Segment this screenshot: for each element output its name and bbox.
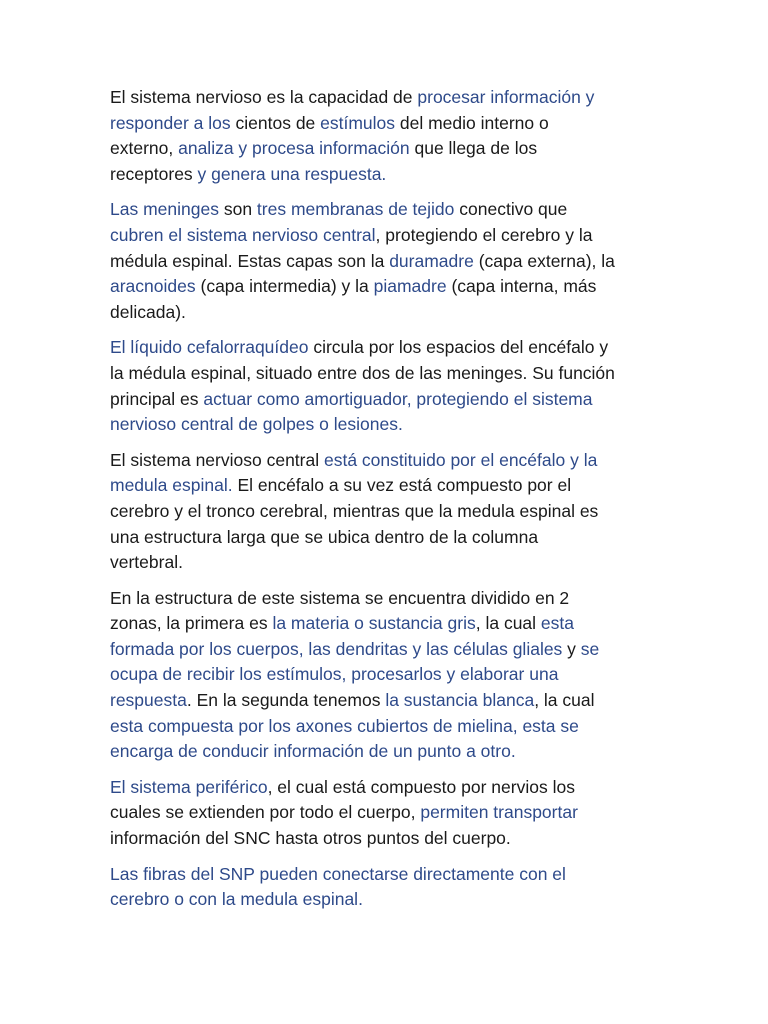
body-text: una estructura larga que se ubica dentro de la columna — [110, 526, 539, 547]
body-text: (capa intermedia) y la — [195, 276, 374, 297]
body-text: información del SNC hasta otros puntos del cuerpo. — [110, 828, 511, 849]
body-text: (capa externa), la — [473, 250, 615, 271]
body-text: vertebral. — [110, 552, 183, 573]
highlighted-text: encarga de conducir información de un punto a otro. — [110, 741, 516, 762]
text-line — [110, 826, 658, 852]
text-line — [110, 800, 658, 826]
text-line — [110, 448, 658, 474]
highlighted-text: responder a los — [110, 112, 231, 133]
highlighted-text: analiza y procesa información — [178, 138, 410, 159]
document-body — [110, 85, 658, 923]
text-line — [110, 387, 658, 413]
paragraph — [110, 775, 658, 852]
highlighted-text: permiten transportar — [420, 802, 578, 823]
body-text: El sistema nervioso central — [110, 449, 324, 470]
body-text: cuales se extienden por todo el cuerpo, — [110, 802, 421, 823]
body-text: El encéfalo a su vez está compuesto por el — [232, 475, 572, 496]
body-text: delicada). — [110, 301, 186, 322]
text-line — [110, 300, 658, 326]
body-text: , protegiendo el cerebro y la — [375, 224, 593, 245]
body-text: receptores — [110, 163, 198, 184]
highlighted-text: está constituido por el encéfalo y la — [323, 449, 598, 470]
paragraph — [110, 197, 658, 325]
text-line — [110, 223, 658, 249]
text-line — [110, 473, 658, 499]
body-text: son — [218, 199, 257, 220]
text-line — [110, 85, 658, 111]
text-line — [110, 335, 658, 361]
highlighted-text: respuesta — [110, 690, 187, 711]
highlighted-text: formada por los cuerpos, las dendritas y las células gliales — [110, 638, 563, 659]
text-line — [110, 136, 658, 162]
text-line — [110, 525, 658, 551]
paragraph — [110, 448, 658, 576]
text-line — [110, 499, 658, 525]
text-line — [110, 550, 658, 576]
text-line — [110, 887, 658, 913]
body-text: , la cual — [534, 690, 595, 711]
body-text: conectivo que — [454, 199, 568, 220]
highlighted-text: piamadre — [373, 276, 447, 297]
text-line — [110, 739, 658, 765]
highlighted-text: esta compuesta por los axones cubiertos de mielina, esta se — [110, 715, 579, 736]
highlighted-text: Las fibras del SNP pueden conectarse directamente con el — [110, 863, 566, 884]
body-text: (capa interna, más — [446, 276, 597, 297]
body-text: y — [562, 638, 581, 659]
text-line — [110, 412, 658, 438]
text-line — [110, 637, 658, 663]
body-text: cientos de — [230, 112, 321, 133]
highlighted-text: nervioso central de golpes o lesiones. — [110, 414, 403, 435]
highlighted-text: actuar como amortiguador, protegiendo el sistema — [203, 388, 593, 409]
text-line — [110, 862, 658, 888]
body-text: En la estructura de este sistema se encuentra dividido en 2 — [110, 587, 570, 608]
body-text: , la cual — [475, 613, 541, 634]
body-text: zonas, la primera es — [110, 613, 273, 634]
highlighted-text: estímulos — [320, 112, 396, 133]
paragraph — [110, 862, 658, 913]
highlighted-text: esta — [540, 613, 574, 634]
paragraph — [110, 335, 658, 437]
text-line — [110, 611, 658, 637]
body-text: . En la segunda tenemos — [186, 690, 386, 711]
highlighted-text: ocupa de recibir los estímulos, procesarlos y elaborar una — [110, 664, 559, 685]
highlighted-text: Las meninges — [110, 199, 219, 220]
highlighted-text: medula espinal. — [110, 475, 233, 496]
text-line — [110, 197, 658, 223]
text-line — [110, 586, 658, 612]
text-line — [110, 662, 658, 688]
highlighted-text: la sustancia blanca — [385, 690, 535, 711]
body-text: principal es — [110, 388, 204, 409]
highlighted-text: El sistema periférico — [110, 776, 268, 797]
text-line — [110, 714, 658, 740]
text-line — [110, 361, 658, 387]
text-line — [110, 775, 658, 801]
body-text: que llega de los — [409, 138, 538, 159]
body-text: cerebro y el tronco cerebral, mientras que la medula espinal es — [110, 500, 599, 521]
body-text: médula espinal. Estas capas son la — [110, 250, 390, 271]
highlighted-text: cerebro o con la medula espinal. — [110, 889, 363, 910]
highlighted-text: procesar información y — [417, 87, 595, 107]
text-line — [110, 688, 658, 714]
highlighted-text: El líquido cefalorraquídeo — [110, 337, 309, 358]
body-text: circula por los espacios del encéfalo y — [308, 337, 609, 358]
body-text: El sistema nervioso es la capacidad de — [110, 87, 418, 107]
body-text: , el cual está compuesto por nervios los — [267, 776, 575, 797]
highlighted-text: cubren el sistema nervioso central — [110, 224, 376, 245]
paragraph — [110, 586, 658, 765]
highlighted-text: se — [580, 638, 600, 659]
body-text: la médula espinal, situado entre dos de las meninges. Su función — [110, 362, 615, 383]
highlighted-text: y genera una respuesta. — [197, 163, 387, 184]
text-line — [110, 111, 658, 137]
highlighted-text: aracnoides — [110, 276, 196, 297]
body-text: del medio interno o — [395, 112, 549, 133]
highlighted-text: duramadre — [389, 250, 474, 271]
highlighted-text: tres membranas de tejido — [256, 199, 455, 220]
body-text: externo, — [110, 138, 179, 159]
text-line — [110, 249, 658, 275]
text-line — [110, 274, 658, 300]
highlighted-text: la materia o sustancia gris — [272, 613, 476, 634]
paragraph — [110, 85, 658, 187]
text-line — [110, 162, 658, 188]
